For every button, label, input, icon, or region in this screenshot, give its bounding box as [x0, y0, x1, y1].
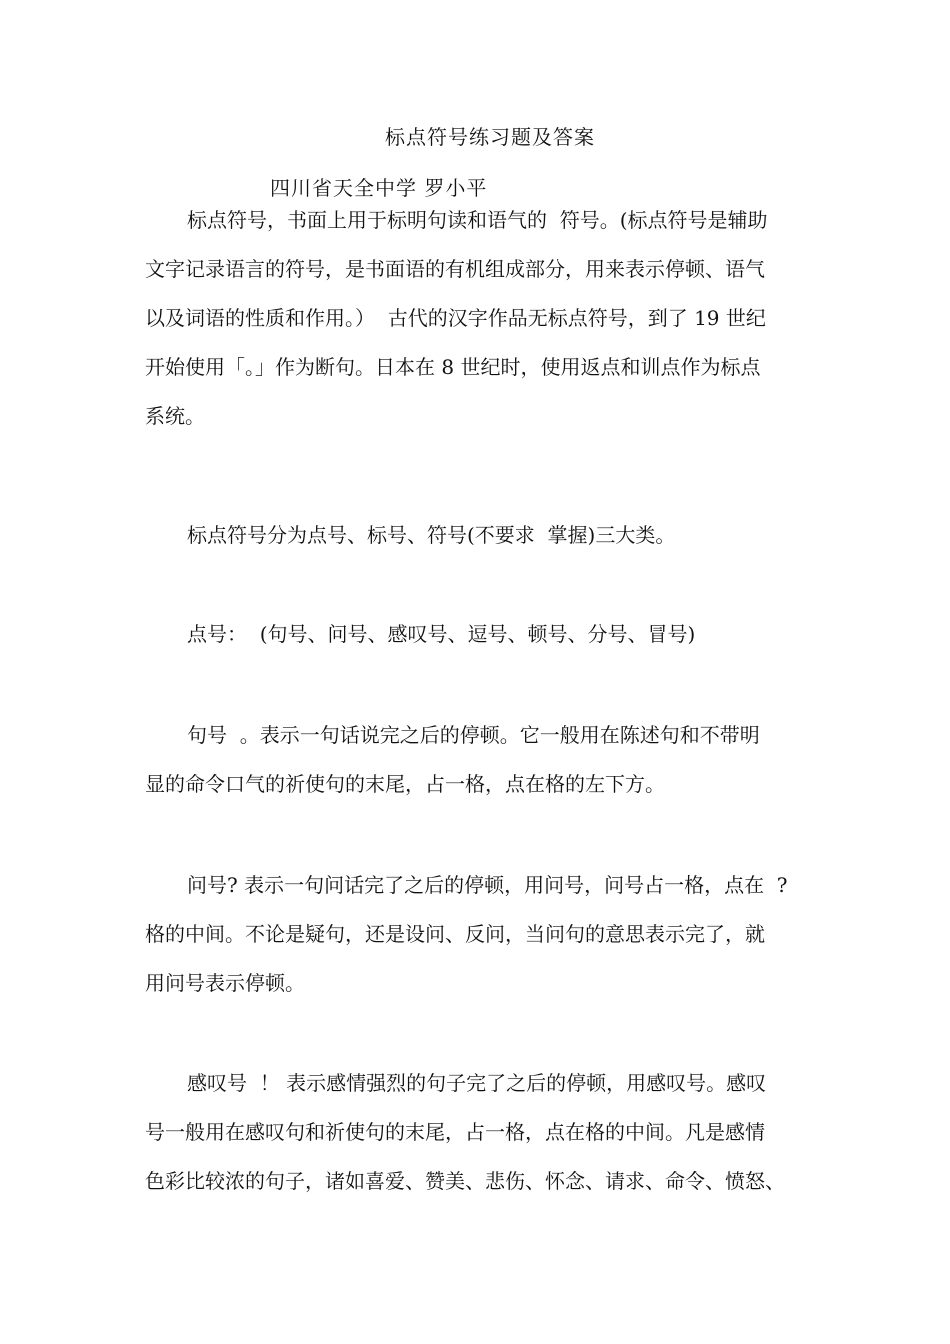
paragraph-line: 以及词语的性质和作用。） 古代的汉字作品无标点符号，到了 19 世纪: [145, 306, 766, 330]
paragraph-line: 显的命令口气的祈使句的末尾，占一格，点在格的左下方。: [145, 772, 665, 796]
paragraph-period: [145, 711, 810, 809]
paragraph-intro: [145, 196, 810, 441]
paragraph-question-mark: [145, 861, 810, 1008]
paragraph-line: 开始使用「。」作为断句。日本在 8 世纪时，使用返点和训点作为标点: [145, 355, 761, 379]
paragraph-categories: [145, 511, 810, 560]
paragraph-line: 问号? 表示一句问话完了之后的停顿，用问号，问号占一格，点在 ?: [187, 873, 788, 897]
paragraph-line: 感叹号 ！ 表示感情强烈的句子完了之后的停顿，用感叹号。感叹: [187, 1071, 767, 1095]
paragraph-line: 系统。: [145, 404, 205, 428]
paragraph-line: 标点符号，书面上用于标明句读和语气的 符号。(标点符号是辅助: [187, 208, 768, 232]
paragraph-line: 标点符号分为点号、标号、符号(不要求 掌握)三大类。: [187, 523, 676, 547]
paragraph-point-marks: [145, 610, 810, 659]
paragraph-line: 用问号表示停顿。: [145, 971, 305, 995]
paragraph-line: 点号： (句号、问号、感叹号、逗号、顿号、分号、冒号): [187, 622, 696, 646]
paragraph-exclamation-mark: [145, 1059, 810, 1206]
paragraph-line: 格的中间。不论是疑句，还是设问、反问，当问句的意思表示完了，就: [145, 922, 765, 946]
paragraph-line: 文字记录语言的符号，是书面语的有机组成部分，用来表示停顿、语气: [145, 257, 765, 281]
document-title: 标点符号练习题及答案: [385, 125, 595, 149]
paragraph-line: 色彩比较浓的句子，诸如喜爱、赞美、悲伤、怀念、请求、命令、愤怒、: [145, 1169, 785, 1193]
paragraph-line: 号一般用在感叹句和祈使句的末尾，占一格，点在格的中间。凡是感情: [145, 1120, 765, 1144]
document-author: 四川省天全中学 罗小平: [270, 176, 488, 200]
paragraph-line: 句号 。表示一句话说完之后的停顿。它一般用在陈述句和不带明: [187, 723, 760, 747]
